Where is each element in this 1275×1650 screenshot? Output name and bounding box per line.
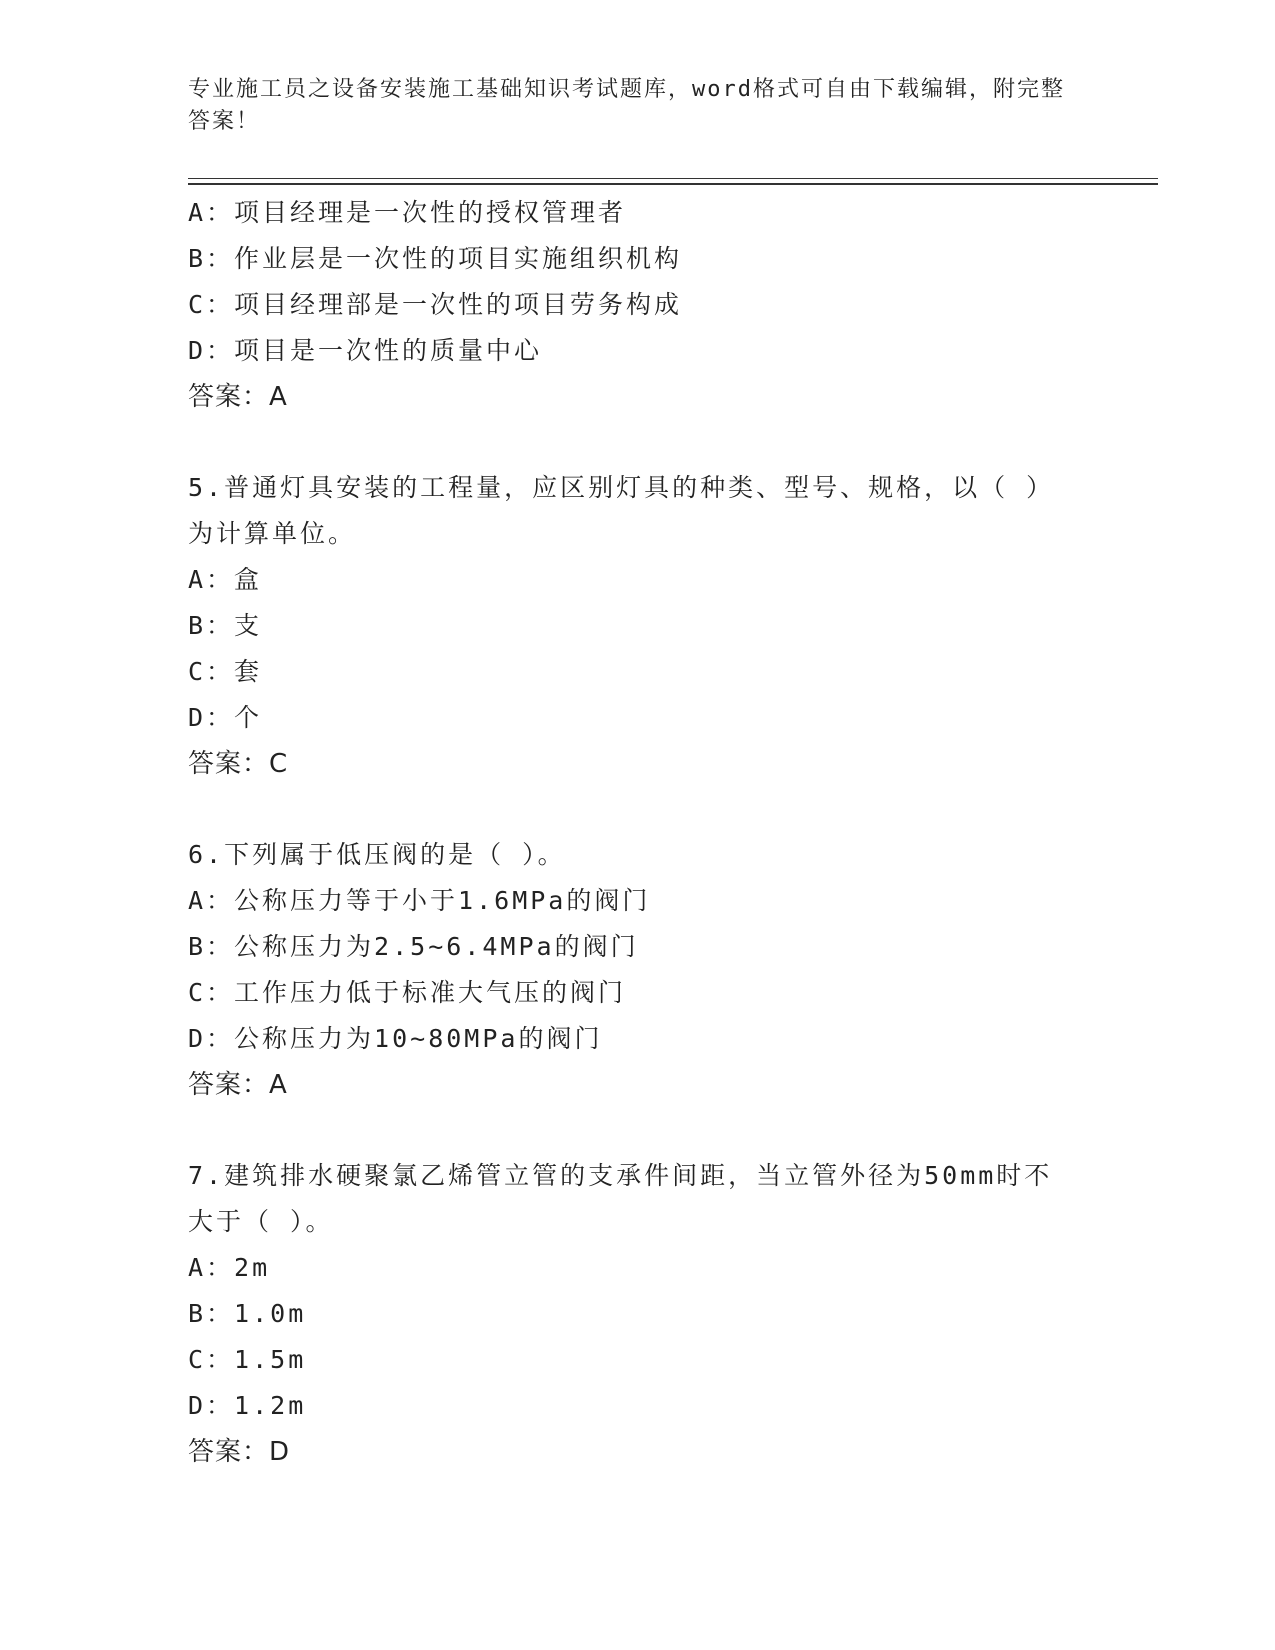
option-d: D：项目是一次性的质量中心 <box>188 336 543 365</box>
answer-line: 答案：D <box>188 1437 291 1467</box>
option-a: A：2m <box>188 1253 271 1282</box>
question-block <box>188 1153 1088 1475</box>
option-c: C：1.5m <box>188 1345 307 1374</box>
option-b: B：支 <box>188 611 263 640</box>
option-a: A：盒 <box>188 565 263 594</box>
option-d: D：1.2m <box>188 1391 307 1420</box>
question-stem: 5.普通灯具安装的工程量，应区别灯具的种类、型号、规格，以（ ）为计算单位。 <box>188 473 1055 548</box>
answer-line: 答案：A <box>188 382 288 412</box>
header-divider-thick <box>188 183 1158 185</box>
document-header: 专业施工员之设备安装施工基础知识考试题库，word格式可自由下载编辑，附完整答案！ <box>188 77 1065 134</box>
header-divider-thin <box>188 178 1158 179</box>
option-d: D：个 <box>188 703 263 732</box>
answer-line: 答案：C <box>188 749 289 779</box>
question-stem: 6.下列属于低压阀的是（ ）。 <box>188 840 566 869</box>
question-block <box>188 190 1088 420</box>
option-b: B：作业层是一次性的项目实施组织机构 <box>188 244 683 273</box>
option-c: C：项目经理部是一次性的项目劳务构成 <box>188 290 683 319</box>
answer-line: 答案：A <box>188 1070 288 1100</box>
option-a: A：公称压力等于小于1.6MPa的阀门 <box>188 886 651 915</box>
option-a: A：项目经理是一次性的授权管理者 <box>188 198 627 227</box>
option-d: D：公称压力为10~80MPa的阀门 <box>188 1024 603 1053</box>
option-c: C：工作压力低于标准大气压的阀门 <box>188 978 627 1007</box>
question-list <box>188 190 1088 1475</box>
question-stem: 7.建筑排水硬聚氯乙烯管立管的支承件间距，当立管外径为50mm时不大于（ ）。 <box>188 1161 1053 1236</box>
question-block <box>188 832 1088 1108</box>
option-b: B：1.0m <box>188 1299 307 1328</box>
spacer <box>188 1108 1088 1153</box>
option-c: C：套 <box>188 657 263 686</box>
spacer <box>188 420 1088 465</box>
spacer <box>188 787 1088 832</box>
question-block <box>188 465 1088 787</box>
option-b: B：公称压力为2.5~6.4MPa的阀门 <box>188 932 639 961</box>
